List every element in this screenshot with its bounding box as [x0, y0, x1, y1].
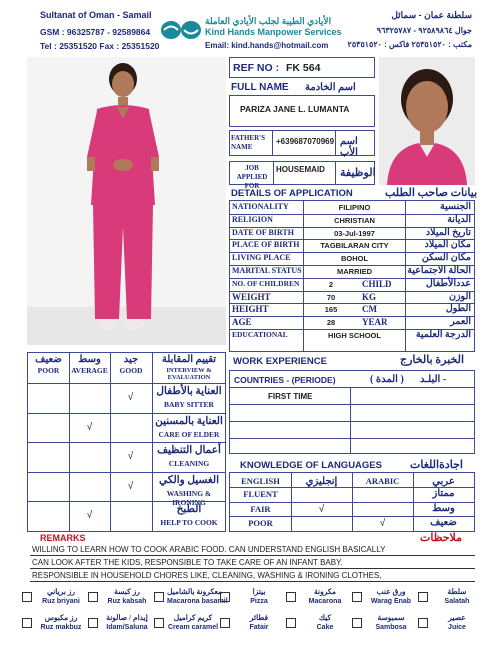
detail-unit: KG: [362, 291, 377, 302]
interview-head-en: AVERAGE: [71, 366, 108, 375]
header-left-tel: Tel : 25351520 Fax : 25351520: [40, 41, 160, 51]
interview-skill-ar: الغسيل والكي: [158, 474, 220, 486]
language-level: POOR: [248, 518, 273, 528]
detail-label-ar: عددالأطفال: [425, 278, 471, 289]
ref-value: FK 564: [286, 62, 321, 74]
language-col: ENGLISH: [241, 476, 280, 486]
food-name-en: Sambosa: [375, 624, 407, 631]
job-label: JOB APPLIED FOR: [236, 164, 268, 190]
father-label: FATHER'S NAME: [231, 134, 265, 151]
food-name-ar: ورق عنب: [376, 587, 406, 596]
person-figure-icon: [27, 57, 226, 345]
detail-label: HEIGHT: [232, 304, 269, 315]
remarks-line: CAN LOOK AFTER THE KIDS, RESPONSIBLE TO TAKE CARE OF AN INFANT BABY.: [32, 558, 343, 567]
detail-label: WEIGHT: [232, 291, 271, 302]
food-name-ar: سلطة: [447, 587, 467, 596]
detail-unit: YEAR: [362, 317, 388, 328]
full-name-label: FULL NAME: [231, 82, 289, 93]
education-label-ar: الدرجة العلمية: [415, 330, 471, 340]
job-value: HOUSEMAID: [276, 165, 325, 174]
interview-skill-en: CLEANING: [168, 459, 210, 469]
remarks-line: WILLING TO LEARN HOW TO COOK ARABIC FOOD. CAN UNDERSTAND ENGLISH BASICALLY: [32, 545, 386, 554]
detail-label-ar: الديانة: [447, 214, 471, 225]
detail-label-ar: مكان الميلاد: [424, 240, 471, 251]
experience-title-ar: الخبرة بالخارج: [400, 354, 465, 366]
remarks-label: REMARKS: [40, 533, 86, 543]
language-level-ar: وسط: [432, 502, 455, 514]
detail-value: 165: [324, 305, 338, 315]
interview-check: √: [127, 480, 134, 492]
detail-label: NATIONALITY: [232, 202, 289, 211]
interview-table: [27, 352, 226, 532]
interview-check: √: [86, 510, 93, 522]
food-name-ar: كريم كراميل: [173, 613, 213, 622]
food-checkbox[interactable]: [220, 592, 230, 602]
food-checkbox[interactable]: [22, 592, 32, 602]
food-checkbox[interactable]: [154, 618, 164, 628]
remarks-label-ar: ملاحظات: [420, 532, 462, 544]
food-name-en: Cream caramel: [167, 624, 219, 631]
food-checkbox[interactable]: [418, 592, 428, 602]
company-name-en: Kind Hands Manpower Services: [205, 27, 342, 37]
detail-label: DATE OF BIRTH: [232, 227, 294, 237]
food-name-ar: رز مكبوس: [44, 613, 78, 622]
detail-value: 03-Jul-1997: [334, 228, 375, 238]
experience-col1: COUNTRIES - (PERIODE): [234, 375, 336, 385]
interview-skill-ar: الطبخ: [176, 504, 202, 516]
languages-table: [229, 472, 475, 532]
food-name-ar: فطائر: [249, 613, 269, 622]
father-label-ar: اسم الأب: [340, 136, 358, 158]
detail-label: MARITAL STATUS: [232, 266, 302, 275]
food-name-en: Ruz kabsah: [107, 598, 147, 605]
company-email: Email: kind.hands@hotmail.com: [205, 41, 329, 50]
interview-skill-en: CARE OF ELDER: [158, 429, 220, 439]
detail-value: 2: [328, 279, 334, 289]
languages-title-ar: اجادةاللغات: [410, 459, 463, 471]
detail-label: RELIGION: [232, 214, 273, 224]
food-name-en: Pizza: [250, 598, 268, 605]
food-checkbox[interactable]: [352, 592, 362, 602]
food-name-ar: إيدام / صالونة: [106, 613, 148, 622]
language-arabic-mark: √: [379, 518, 386, 529]
food-name-en: Ruz briyani: [42, 598, 80, 605]
experience-table: [229, 370, 475, 454]
education-label: EDUCATIONAL: [232, 330, 288, 339]
full-body-photo: [27, 57, 226, 345]
detail-label: LIVING PLACE: [232, 253, 291, 263]
language-level-ar: ممتاز: [432, 488, 455, 499]
father-value: +639687070969: [276, 137, 335, 146]
interview-head-ar: جيد: [123, 354, 139, 365]
languages-title: KNOWLEDGE OF LANGUAGES: [240, 460, 382, 471]
row-divider: [28, 501, 225, 502]
food-checkbox[interactable]: [286, 592, 296, 602]
food-name-en: Macarona basamil: [167, 598, 228, 605]
interview-skill-ar: العناية بالمسنين: [155, 415, 223, 427]
interview-skill-en: WASHING &: [166, 488, 212, 498]
experience-col3: البلـد -: [420, 374, 447, 385]
job-label-ar: الوظيفة: [340, 167, 376, 179]
father-box: [229, 130, 375, 156]
detail-value: BOHOL: [340, 254, 369, 264]
header-right-title: سلطنة عمان - سمائل: [391, 10, 472, 20]
detail-value: 70: [326, 292, 336, 302]
remarks-box: [30, 543, 475, 583]
header-right-phone: جوال ٩٢٥٨٩٨٦٤ - ٩٦٣٢٥٧٨٧: [376, 26, 472, 35]
ref-label: REF NO :: [233, 62, 280, 74]
interview-head-ar: ضعيف: [35, 354, 62, 365]
interview-head-en: POOR: [37, 366, 60, 375]
details-table: [229, 200, 475, 352]
row-divider: [28, 413, 225, 414]
language-col: عربي: [432, 476, 455, 487]
detail-unit: CHILD: [362, 278, 392, 289]
food-checkbox[interactable]: [220, 618, 230, 628]
food-name-en: Salatah: [444, 598, 470, 605]
details-title: DETAILS OF APPLICATION: [231, 188, 353, 199]
foods-grid: [22, 587, 482, 641]
header-left-title: Sultanat of Oman - Samail: [40, 10, 152, 20]
detail-value: MARRIED: [337, 267, 372, 276]
row-divider: [28, 472, 225, 473]
remarks-line: RESPONSIBLE IN HOUSEHOLD CHORES LIKE, CLEANING, WASHING & IRONING CLOTHES,: [32, 571, 382, 580]
experience-title: WORK EXPERIENCE: [233, 356, 327, 367]
detail-value: CHRISTIAN: [334, 215, 375, 225]
detail-value: FILIPINO: [338, 203, 371, 212]
food-checkbox[interactable]: [88, 592, 98, 602]
food-name-en: Juice: [448, 624, 466, 631]
interview-check: √: [86, 421, 93, 433]
language-col: ARABIC: [365, 476, 400, 486]
interview-head-ar: وسط: [78, 354, 101, 365]
interview-skill-en: HELP TO COOK: [160, 518, 218, 528]
language-level: FLUENT: [243, 489, 278, 499]
company-logo-icon: [160, 19, 202, 41]
food-name-en: Macarona: [308, 598, 342, 605]
food-checkbox[interactable]: [88, 618, 98, 628]
portrait-face-icon: [379, 57, 475, 185]
detail-unit: CM: [362, 304, 377, 315]
experience-first: FIRST TIME: [268, 392, 313, 401]
food-name-en: Idam/Saluna: [106, 624, 148, 631]
detail-label-ar: تاريخ الميلاد: [425, 227, 471, 238]
row-divider: [28, 442, 225, 443]
food-name-ar: مكرونة: [313, 587, 337, 596]
row-divider: [230, 316, 474, 317]
header: [0, 0, 500, 56]
food-name-en: Cake: [316, 624, 334, 631]
food-name-ar: رز كبسة: [114, 587, 140, 596]
detail-label-ar: الوزن: [448, 291, 471, 302]
job-box: [229, 161, 376, 190]
interview-head-en: INTERVIEW & EVALUATION: [166, 367, 212, 381]
detail-value: 28: [326, 318, 336, 328]
ref-box: [229, 57, 375, 78]
detail-label: NO. OF CHILDREN: [232, 278, 300, 288]
food-name-ar: عصير: [448, 613, 466, 622]
interview-skill-ar: العناية بالأطفال: [156, 386, 222, 397]
interview-check: √: [127, 392, 134, 403]
details-title-ar: بيانات صاحب الطلب: [385, 187, 478, 199]
interview-skill-ar: أعمال التنظيف: [157, 445, 221, 457]
interview-head-ar: تقييم المقابلة: [161, 354, 217, 365]
language-col: إنجليزي: [305, 476, 338, 487]
language-english-mark: √: [318, 503, 325, 515]
food-checkbox[interactable]: [286, 618, 296, 628]
food-name-ar: معكرونة بالشاميل: [167, 587, 223, 596]
detail-value: TAGBILARAN CITY: [320, 241, 389, 251]
food-checkbox[interactable]: [352, 618, 362, 628]
food-name-en: Ruz makbuz: [40, 624, 82, 631]
food-checkbox[interactable]: [418, 618, 428, 628]
food-name-ar: بيتزا: [252, 587, 266, 596]
detail-label-ar: الحالة الاجتماعية: [407, 266, 471, 276]
food-checkbox[interactable]: [154, 592, 164, 602]
food-checkbox[interactable]: [22, 618, 32, 628]
experience-col2: ( المدة ): [370, 374, 404, 385]
interview-skill-en: BABY SITTER: [164, 400, 214, 409]
interview-head-en: GOOD: [119, 366, 143, 375]
food-name-ar: كيك: [318, 613, 332, 622]
full-name-value: PARIZA JANE L. LUMANTA: [240, 104, 350, 114]
portrait-photo: [379, 57, 475, 185]
detail-label-ar: الجنسية: [440, 202, 471, 212]
language-level: FAIR: [250, 503, 271, 514]
detail-label-ar: مكان السكن: [421, 253, 471, 264]
company-name-ar: الأيادي الطيبة لجلب الأيادي العاملة: [205, 16, 332, 26]
food-name-ar: سمبوسة: [377, 613, 405, 622]
education-value: HIGH SCHOOL: [328, 331, 381, 340]
food-name-en: Warag Enab: [370, 598, 412, 605]
food-name-ar: رز برياني: [46, 587, 76, 596]
detail-label-ar: الطول: [445, 304, 471, 315]
full-name-box: [229, 95, 375, 127]
detail-label: AGE: [232, 317, 252, 328]
interview-check: √: [127, 451, 134, 463]
detail-label: PLACE OF BIRTH: [232, 240, 300, 250]
full-name-label-ar: اسم الخادمة: [305, 82, 356, 93]
header-left-phone: GSM : 96325787 - 92589864: [40, 27, 151, 37]
header-right-tel: مكتب : ٢٥٣٥١٥٢٠ فاكس : ٢٥٣٥١٥٢٠: [347, 40, 472, 49]
language-level-ar: ضعيف: [430, 517, 457, 528]
food-name-en: Fatair: [249, 624, 269, 631]
detail-label-ar: العمر: [450, 317, 471, 328]
